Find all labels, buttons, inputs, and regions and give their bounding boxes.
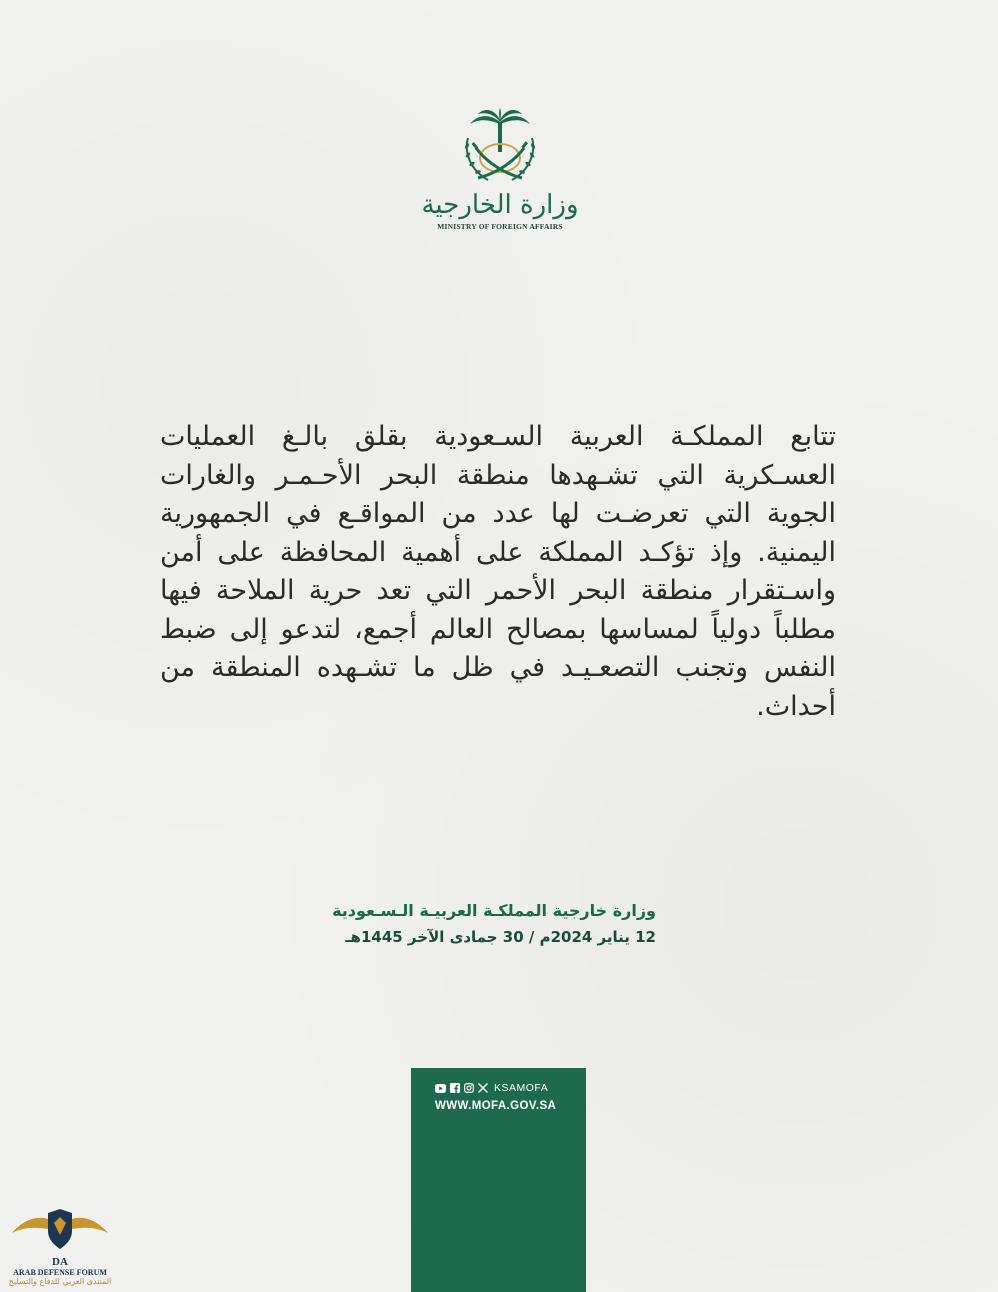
issuer-name: وزارة خارجية المملكـة العربيـة الـسـعودية [332, 901, 656, 920]
saudi-emblem-palm-swords-icon [458, 108, 542, 188]
ministry-logo [420, 108, 580, 248]
instagram-icon[interactable] [463, 1083, 474, 1094]
website-link[interactable]: WWW.MOFA.GOV.SA [435, 1100, 557, 1112]
statement-body: تتابع المملكـة العربية السـعودية بقلق بالـغ العمليات العسـكرية التي تشـهدها منطقة البحر الأحـمـر والغارات الجوية التي تعرضـت لها عدد من المواقـع في الجمهورية اليمنية. وإذ تؤكـد المملكة على أهمية المحافظة على أمن واسـتقرار منطقة البحر الأحمر التي تعد حرية الملاحة فيها مطلباً دولياً لمساسها بمصالح العالم أجمع، لتدعو إلى ضبط النفس وتجنب التصعـيـد في ظل ما تشـهده المنطقة من أحداث. [160, 421, 836, 722]
issue-date: 12 يناير 2024م / 30 جمادى الآخر 1445هـ [345, 928, 656, 946]
forum-watermark [6, 1205, 114, 1290]
x-icon[interactable] [477, 1083, 488, 1094]
watermark-name: ARAB DEFENSE FORUM [13, 1268, 107, 1277]
footer-panel [411, 1068, 586, 1292]
social-row [435, 1080, 548, 1096]
eagle-shield-icon [10, 1205, 110, 1253]
watermark-arabic: المنتدى العربي للدفاع والتسليح [8, 1277, 112, 1286]
youtube-icon[interactable] [435, 1083, 446, 1094]
facebook-icon[interactable] [449, 1083, 460, 1094]
signature-block [300, 898, 656, 950]
watermark-short: DA [52, 1256, 68, 1268]
social-handle[interactable]: KSAMOFA [494, 1082, 549, 1094]
logo-arabic-text: وزارة الخارجية [421, 190, 579, 220]
logo-english-text: MINISTRY OF FOREIGN AFFAIRS [437, 222, 563, 231]
